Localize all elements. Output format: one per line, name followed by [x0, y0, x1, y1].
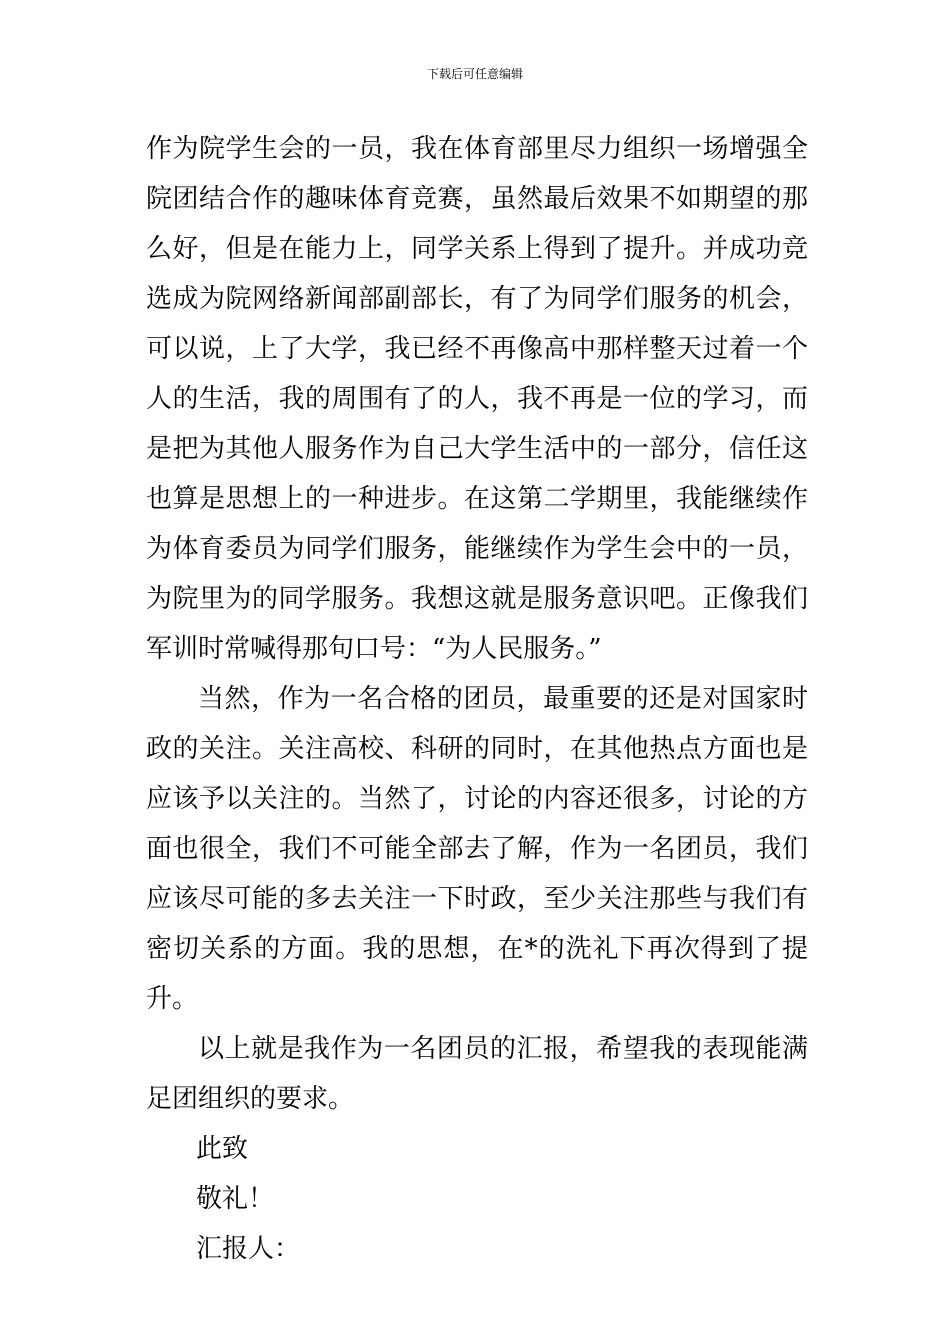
paragraph-current-affairs: 当然，作为一名合格的团员，最重要的还是对国家时政的关注。关注高校、科研的同时，在其他热点方面也是应该予以关注的。当然了，讨论的内容还很多，讨论的方面也很全，我们不可能全部去了解，作为一名团员，我们应该尽可能的多去关注一下时政，至少关注那些与我们有密切关系的方面。我的思想，在*的洗礼下再次得到了提升。 [146, 684, 808, 1014]
closing-regards: 敬礼！ [196, 1184, 275, 1214]
closing-salutation: 此致 [196, 1134, 249, 1164]
signature-label: 汇报人： [196, 1234, 301, 1264]
page-header-note: 下载后可任意编辑 [426, 67, 523, 81]
paragraph-service: 作为院学生会的一员，我在体育部里尽力组织一场增强全院团结合作的趣味体育竞赛，虽然最后效果不如期望的那么好，但是在能力上，同学关系上得到了提升。并成功竞选成为院网络新闻部副部长，有了为同学们服务的机会，可以说，上了大学，我已经不再像高中那样整天过着一个人的生活，我的周围有了的人，我不再是一位的学习，而是把为其他人服务作为自己大学生活中的一部分，信任这也算是思想上的一种进步。在这第二学期里，我能继续作为体育委员为同学们服务，能继续作为学生会中的一员，为院里为的同学服务。我想这就是服务意识吧。正像我们军训时常喊得那句口号：“为人民服务。” [146, 134, 808, 664]
paragraph-conclusion: 以上就是我作为一名团员的汇报，希望我的表现能满足团组织的要求。 [146, 1034, 808, 1114]
document-body [146, 124, 808, 1274]
